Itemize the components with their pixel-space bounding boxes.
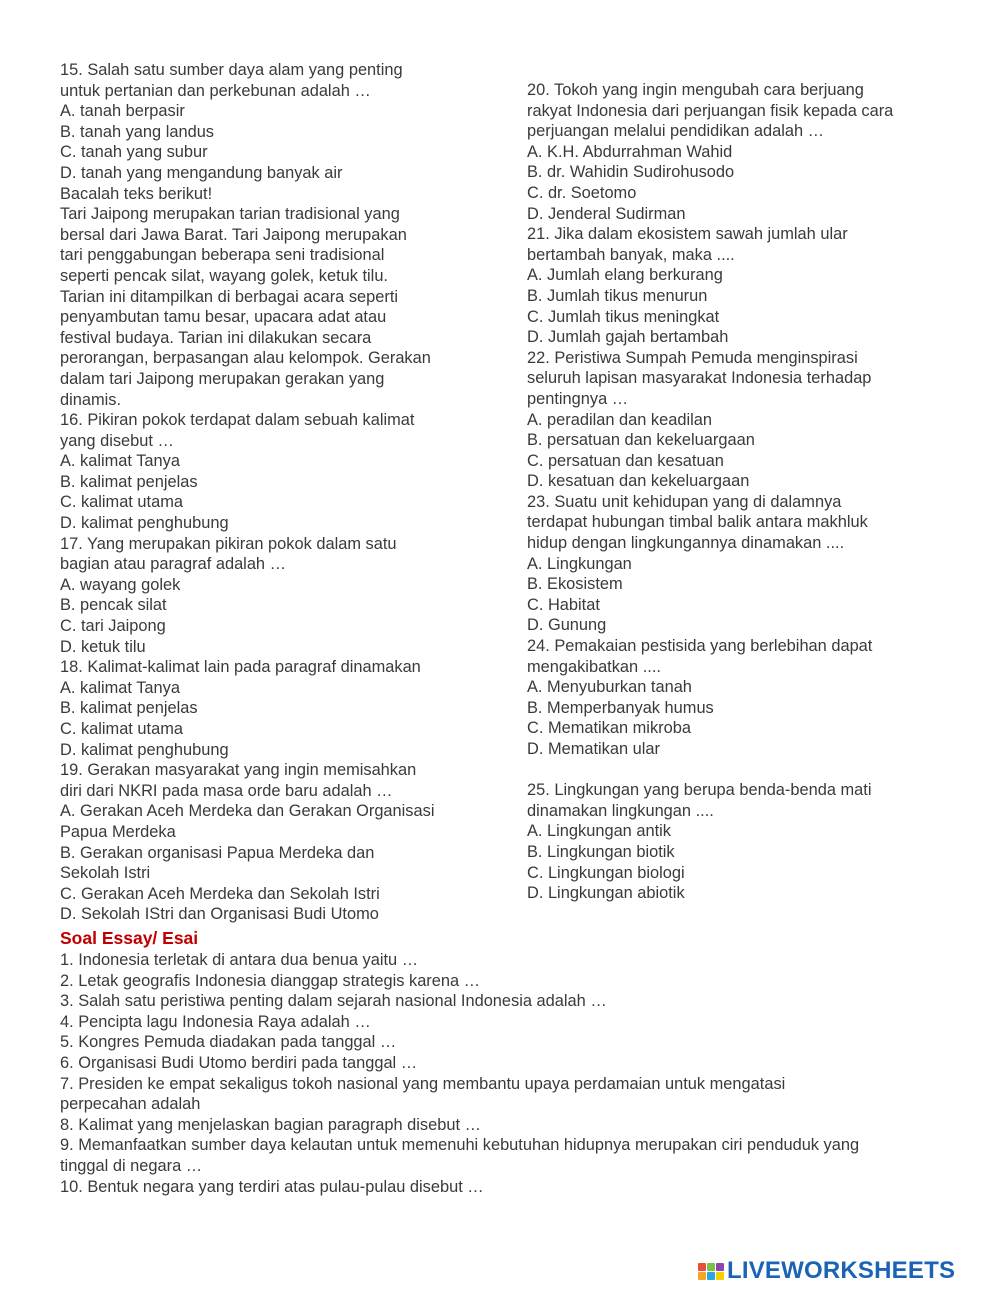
left_column-line: diri dari NKRI pada masa orde baru adalah …	[60, 781, 393, 800]
right_column-line: C. dr. Soetomo	[527, 183, 637, 202]
left_column-line: bersal dari Jawa Barat. Tari Jaipong merupakan	[60, 225, 407, 244]
logo-block	[716, 1272, 724, 1280]
right_column-line: pentingnya …	[527, 389, 629, 408]
right_column-line: 24. Pemakaian pestisida yang berlebihan dapat	[527, 637, 873, 656]
logo-block	[698, 1263, 706, 1271]
left_column-line: 19. Gerakan masyarakat yang ingin memisahkan	[60, 761, 417, 780]
logo-block	[698, 1272, 706, 1280]
essay-line: perpecahan adalah	[60, 1095, 201, 1114]
right_column-line: B. Ekosistem	[527, 575, 623, 594]
left_column-line: D. tanah yang mengandung banyak air	[60, 163, 343, 182]
right_column-line: B. Memperbanyak humus	[527, 698, 714, 717]
left_column-line: A. tanah berpasir	[60, 102, 185, 121]
right_column-line: 22. Peristiwa Sumpah Pemuda menginspirasi	[527, 348, 858, 367]
right_column-line: D. Jumlah gajah bertambah	[527, 328, 729, 347]
left_column-line: perorangan, berpasangan alau kelompok. Gerakan	[60, 349, 431, 368]
left_column-line: B. Gerakan organisasi Papua Merdeka dan	[60, 843, 375, 862]
left-question-column	[60, 60, 500, 925]
right_column-line: rakyat Indonesia dari perjuangan fisik kepada cara	[527, 101, 894, 120]
left_column-line: D. ketuk tilu	[60, 637, 146, 656]
essay-line: 6. Organisasi Budi Utomo berdiri pada tanggal …	[60, 1053, 418, 1072]
right_column-line: B. Jumlah tikus menurun	[527, 286, 708, 305]
left_column-line: D. Sekolah IStri dan Organisasi Budi Utomo	[60, 905, 379, 924]
left_column-line: B. kalimat penjelas	[60, 472, 198, 491]
left_column-line: dalam tari Jaipong merupakan gerakan yang	[60, 369, 385, 388]
right_column-line: B. persatuan dan kekeluargaan	[527, 431, 755, 450]
left_column-line: D. kalimat penghubung	[60, 514, 229, 533]
right_column-line: B. Lingkungan biotik	[527, 842, 675, 861]
essay-section-title: Soal Essay/ Esai	[60, 928, 199, 948]
right_column-line: C. persatuan dan kesatuan	[527, 451, 724, 470]
essay-question-list	[60, 950, 960, 1197]
essay-line: 9. Memanfaatkan sumber daya kelautan untuk memenuhi kebutuhan hidupnya merupakan ciri penduduk yang	[60, 1136, 860, 1155]
essay-line: 2. Letak geografis Indonesia dianggap strategis karena …	[60, 971, 481, 990]
left_column-line: C. tanah yang subur	[60, 143, 208, 162]
right_column-line: perjuangan melalui pendidikan adalah …	[527, 122, 825, 141]
logo-text: LIVEWORKSHEETS	[727, 1257, 956, 1284]
logo-block	[707, 1272, 715, 1280]
left_column-line: B. pencak silat	[60, 596, 167, 615]
right_column-line: seluruh lapisan masyarakat Indonesia terhadap	[527, 369, 872, 388]
right_column-line: hidup dengan lingkungannya dinamakan ....	[527, 534, 845, 553]
right_column-line: D. Mematikan ular	[527, 740, 660, 758]
right_column-line: C. Mematikan mikroba	[527, 719, 691, 738]
right-question-column	[527, 80, 967, 904]
right_column-line: C. Lingkungan biologi	[527, 863, 685, 882]
left_column-line: penyambutan tamu besar, upacara adat atau	[60, 308, 387, 327]
left_column-line: A. kalimat Tanya	[60, 678, 180, 697]
right_column-line: D. Gunung	[527, 616, 607, 635]
right_column-line: B. dr. Wahidin Sudirohusodo	[527, 163, 735, 182]
essay-line: 8. Kalimat yang menjelaskan bagian paragraph disebut …	[60, 1115, 481, 1134]
left_column-line: C. kalimat utama	[60, 720, 183, 738]
left_column-line: Sekolah Istri	[60, 864, 151, 883]
left_column-line: Tari Jaipong merupakan tarian tradisional yang	[60, 205, 400, 224]
right_column-line: D. Lingkungan abiotik	[527, 884, 685, 903]
liveworksheets-logo	[698, 1257, 955, 1285]
right_column-line: mengakibatkan ....	[527, 657, 661, 676]
right_column-line: 23. Suatu unit kehidupan yang di dalamnya	[527, 492, 842, 511]
right_column-line	[527, 760, 967, 781]
left_column-line: Bacalah teks berikut!	[60, 184, 213, 203]
left_column-line: 15. Salah satu sumber daya alam yang penting	[60, 61, 403, 79]
right_column-line: A. Jumlah elang berkurang	[527, 266, 723, 285]
essay-line: 7. Presiden ke empat sekaligus tokoh nasional yang membantu upaya perdamaian untuk mengatasi	[60, 1074, 786, 1093]
left_column-line: 17. Yang merupakan pikiran pokok dalam satu	[60, 534, 397, 553]
logo-mark-icon	[698, 1263, 724, 1280]
right_column-line: A. K.H. Abdurrahman Wahid	[527, 142, 733, 161]
right_column-line: A. Lingkungan	[527, 554, 632, 573]
essay-line: 10. Bentuk negara yang terdiri atas pulau-pulau disebut …	[60, 1177, 484, 1196]
left_column-line: dinamis.	[60, 390, 122, 409]
left_column-line: Papua Merdeka	[60, 822, 176, 841]
left_column-line: seperti pencak silat, wayang golek, ketuk tilu.	[60, 266, 388, 285]
right_column-line: A. peradilan dan keadilan	[527, 410, 712, 429]
left_column-line: C. kalimat utama	[60, 493, 183, 512]
essay-line: tinggal di negara …	[60, 1156, 203, 1175]
right_column-line: D. Jenderal Sudirman	[527, 204, 686, 223]
logo-block	[707, 1263, 715, 1271]
left_column-line: untuk pertanian dan perkebunan adalah …	[60, 81, 371, 100]
right_column-line: terdapat hubungan timbal balik antara makhluk	[527, 513, 868, 532]
left_column-line: Tarian ini ditampilkan di berbagai acara seperti	[60, 287, 399, 306]
essay-line: 1. Indonesia terletak di antara dua benua yaitu …	[60, 951, 419, 969]
right_column-line: bertambah banyak, maka ....	[527, 245, 735, 264]
left_column-line: 16. Pikiran pokok terdapat dalam sebuah kalimat	[60, 411, 415, 430]
left_column-line: C. Gerakan Aceh Merdeka dan Sekolah Istri	[60, 884, 380, 903]
right_column-line: dinamakan lingkungan ....	[527, 801, 714, 820]
right_column-line: C. Jumlah tikus meningkat	[527, 307, 720, 326]
left_column-line: 18. Kalimat-kalimat lain pada paragraf dinamakan	[60, 658, 421, 677]
left_column-line: A. kalimat Tanya	[60, 452, 180, 471]
left_column-line: C. tari Jaipong	[60, 617, 166, 636]
right_column-line: 25. Lingkungan yang berupa benda-benda mati	[527, 781, 872, 800]
left_column-line: yang disebut …	[60, 431, 174, 450]
right_column-line: A. Menyuburkan tanah	[527, 678, 692, 697]
left_column-line: A. Gerakan Aceh Merdeka dan Gerakan Organisasi	[60, 802, 435, 821]
right_column-line: D. kesatuan dan kekeluargaan	[527, 472, 750, 491]
right_column-line: C. Habitat	[527, 595, 600, 614]
left_column-line: B. kalimat penjelas	[60, 699, 198, 718]
essay-line: 5. Kongres Pemuda diadakan pada tanggal …	[60, 1033, 397, 1052]
right_column-line: A. Lingkungan antik	[527, 822, 671, 841]
left_column-line: A. wayang golek	[60, 575, 181, 594]
right_column-line: 20. Tokoh yang ingin mengubah cara berjuang	[527, 81, 864, 99]
right_column-line: 21. Jika dalam ekosistem sawah jumlah ular	[527, 225, 848, 244]
left_column-line: bagian atau paragraf adalah …	[60, 555, 286, 574]
left_column-line: D. kalimat penghubung	[60, 740, 229, 759]
logo-block	[716, 1263, 724, 1271]
essay-line: 3. Salah satu peristiwa penting dalam sejarah nasional Indonesia adalah …	[60, 992, 607, 1011]
left_column-line: B. tanah yang landus	[60, 122, 215, 141]
left_column-line: tari penggabungan beberapa seni tradisional	[60, 246, 385, 265]
left_column-line: festival budaya. Tarian ini dilakukan secara	[60, 328, 372, 347]
essay-line: 4. Pencipta lagu Indonesia Raya adalah …	[60, 1012, 371, 1031]
